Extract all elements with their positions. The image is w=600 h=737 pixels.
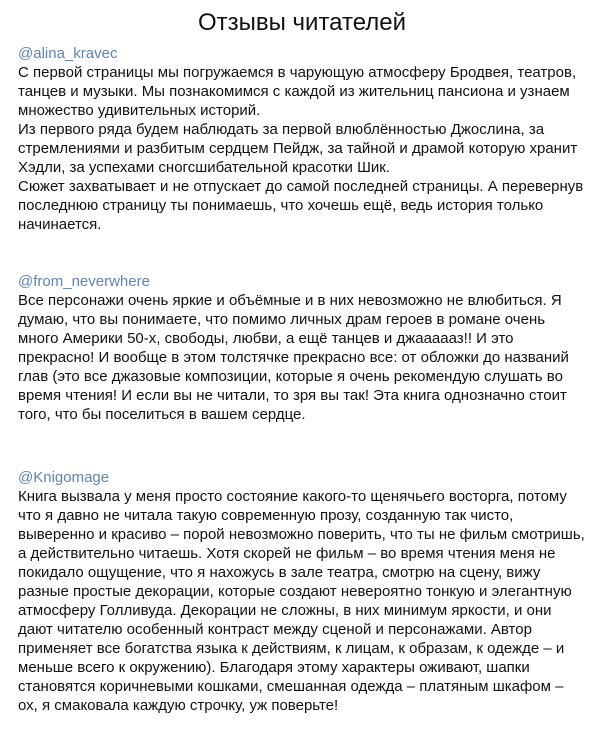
review-text: Сюжет захватывает и не отпускает до самой последней страницы. А перевернув последнюю страницу ты понимаешь, что хочешь ещё, ведь история только начинается. xyxy=(18,178,584,233)
review-card xyxy=(18,44,586,234)
review-card xyxy=(18,468,586,715)
review-author-link[interactable]: @Knigomage xyxy=(18,469,110,486)
review-author-link[interactable]: @alina_kravec xyxy=(18,45,118,62)
review-text: Книга вызвала у меня просто состояние какого-то щенячьего восторга, потому что я давно не читала такую современную прозу, созданную так чисто, выверенно и красиво – порой невозможно поверить, что ты не фильм смотришь, а действительно читаешь. Хотя скорей не фильм – во время чтения меня не покидало ощущение, что я нахожусь в зале театра, смотрю на сцену, вижу разные простые декорации, которые создают невероятно тонкую и элегантную атмосферу Голливуда. Декорации не сложны, в них минимум яркости, и они дают читателю особенный контраст между сценой и персонажами. Автор применяет все богатства языка к действиям, к лицам, к образам, к одежде – и меньше всего к окружению). Благодаря этому характеры оживают, шапки становятся коричневыми кошками, смешанная одежда – платяным шкафом – ох, я смаковала каждую строчку, уж поверьте! xyxy=(18,488,585,714)
review-text: Все персонажи очень яркие и объёмные и в них невозможно не влюбиться. Я думаю, что вы понимаете, что помимо личных драм героев в романе очень много Америки 50-х, свободы, любви, а ещё танцев и джаааааз!! И это прекрасно! И вообще в этом толстячке прекрасно все: от обложки до названий глав (это все джазовые композиции, которые я очень рекомендую слушать во время чтения! И если вы не читали, то зря вы так! Эта книга однозначно стоит того, что бы поселиться в вашем сердце. xyxy=(18,292,569,423)
review-card xyxy=(18,272,586,424)
page-title: Отзывы читателей xyxy=(197,9,407,36)
review-text: С первой страницы мы погружаемся в чарующую атмосферу Бродвея, театров, танцев и музыки. Мы познакомимся с каждой из жительниц пансиона и узнаем множество удивительных историй. xyxy=(18,64,577,119)
review-text: Из первого ряда будем наблюдать за первой влюблённостью Джослина, за стремлениями и разбитым сердцем Пейдж, за тайной и драмой которую хранит Хэдли, за успехами сногсшибательной красотки Шик. xyxy=(18,121,578,176)
review-author-link[interactable]: @from_neverwhere xyxy=(18,273,150,290)
